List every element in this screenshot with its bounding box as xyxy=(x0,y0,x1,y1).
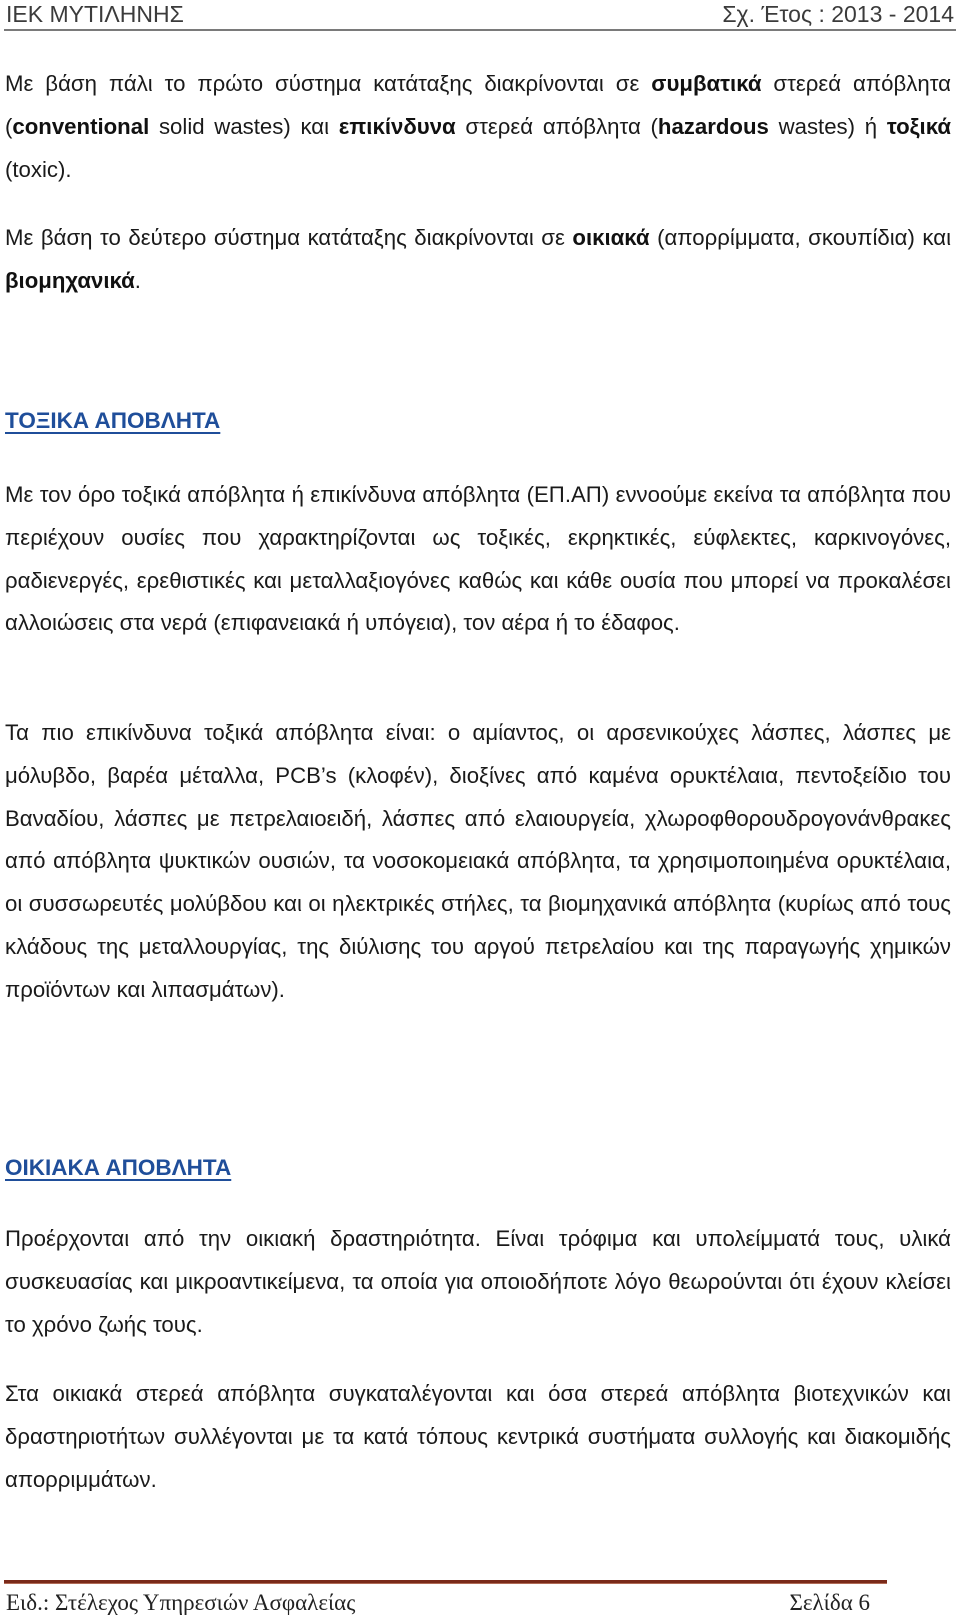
bold-term: επικίνδυνα xyxy=(338,113,456,139)
text-run: (απορρίμματα, σκουπίδια) και xyxy=(649,225,951,250)
footer-page-number: Σελίδα 6 xyxy=(789,1590,870,1615)
header-school-name: ΙΕΚ ΜΥΤΙΛΗΝΗΣ xyxy=(6,0,184,27)
paragraph-classification-2 xyxy=(5,217,951,303)
page-header xyxy=(6,0,954,28)
bold-term: βιομηχανικά xyxy=(5,267,135,293)
bold-term: hazardous xyxy=(657,113,769,139)
header-school-year: Σχ. Έτος : 2013 - 2014 xyxy=(722,0,954,27)
paragraph-toxic-definition: Με τον όρο τοξικά απόβλητα ή επικίνδυνα απόβλητα (ΕΠ.ΑΠ) εννοούμε εκείνα τα απόβλητα που περιέχουν ουσίες που χαρακτηρίζονται ως τοξικές, εκρηκτικές, εύφλεκτες, καρκινογόνες, ραδιενεργές, ερεθιστικές και μεταλλαξιογόνες καθώς και κάθε ουσία που μπορεί να προκαλέσει αλλοιώσεις στα νερά (επιφανειακά ή υπόγεια), τον αέρα ή το έδαφος. xyxy=(5,482,951,636)
bold-term: τοξικά xyxy=(886,113,951,139)
text-run: solid wastes) και xyxy=(149,113,339,139)
footer-specialty: Ειδ.: Στέλεχος Υπηρεσιών Ασφαλείας xyxy=(6,1590,356,1615)
text-run: . xyxy=(134,267,141,293)
section-heading-toxic-waste: ΤΟΞΙΚΑ ΑΠΟΒΛΗΤΑ xyxy=(5,408,221,433)
bold-term: οικιακά xyxy=(572,225,650,250)
bold-term: συμβατικά xyxy=(651,71,762,96)
section-heading-household-waste: ΟΙΚΙΑΚΑ ΑΠΟΒΛΗΤΑ xyxy=(5,1155,232,1180)
text-run: wastes) ή xyxy=(768,113,887,139)
text-run: στερεά απόβλητα ( xyxy=(455,113,658,139)
page-footer xyxy=(6,1588,870,1618)
paragraph-household-inclusion: Στα οικιακά στερεά απόβλητα συγκαταλέγονται και όσα στερεά απόβλητα βιοτεχνικών και δραστηριοτήτων συλλέγονται με τα κατά τόπους κεντρικά συστήματα συλλογής και διακομιδής απορριμμάτων. xyxy=(5,1381,951,1492)
paragraph-toxic-examples: Τα πιο επικίνδυνα τοξικά απόβλητα είναι: ο αμίαντος, οι αρσενικούχες λάσπες, λάσπες με μόλυβδο, βαρέα μέταλλα, PCB’s (κλοφέν), διοξίνες από καμένα ορυκτέλαια, πεντοξείδιο του Βαναδίου, λάσπες με πετρελαιοειδή, λάσπες από ελαιουργεία, χλωροφθορουδρογονάνθρακες από απόβλητα ψυκτικών ουσιών, τα νοσοκομειακά απόβλητα, τα χρησιμοποιημένα ορυκτέλαια, οι συσσωρευτές μολύβδου και οι ηλεκτρικές στήλες, τα βιομηχανικά απόβλητα (κυρίως από τους κλάδους της μεταλλουργίας, της διύλισης του αργού πετρελαίου και της παραγωγής χημικών προϊόντων και λιπασμάτων). xyxy=(5,720,951,1002)
paragraph-classification-1 xyxy=(5,63,951,191)
text-run: Με βάση πάλι το πρώτο σύστημα κατάταξης διακρίνονται σε xyxy=(5,71,652,96)
header-rule xyxy=(4,29,956,31)
text-run: στερεά απόβλητα ( xyxy=(5,71,951,139)
text-run: (toxic). xyxy=(5,156,72,182)
text-run: Με βάση το δεύτερο σύστημα κατάταξης διακρίνονται σε xyxy=(5,225,573,250)
bold-term: conventional xyxy=(12,113,150,139)
paragraph-household-origin: Προέρχονται από την οικιακή δραστηριότητα. Είναι τρόφιμα και υπολείμματά τους, υλικά συσκευασίας και μικροαντικείμενα, τα οποία για οποιοδήποτε λόγο θεωρούνται ότι έχουν κλείσει το χρόνο ζωής τους. xyxy=(5,1226,951,1337)
footer-rule xyxy=(4,1580,887,1584)
